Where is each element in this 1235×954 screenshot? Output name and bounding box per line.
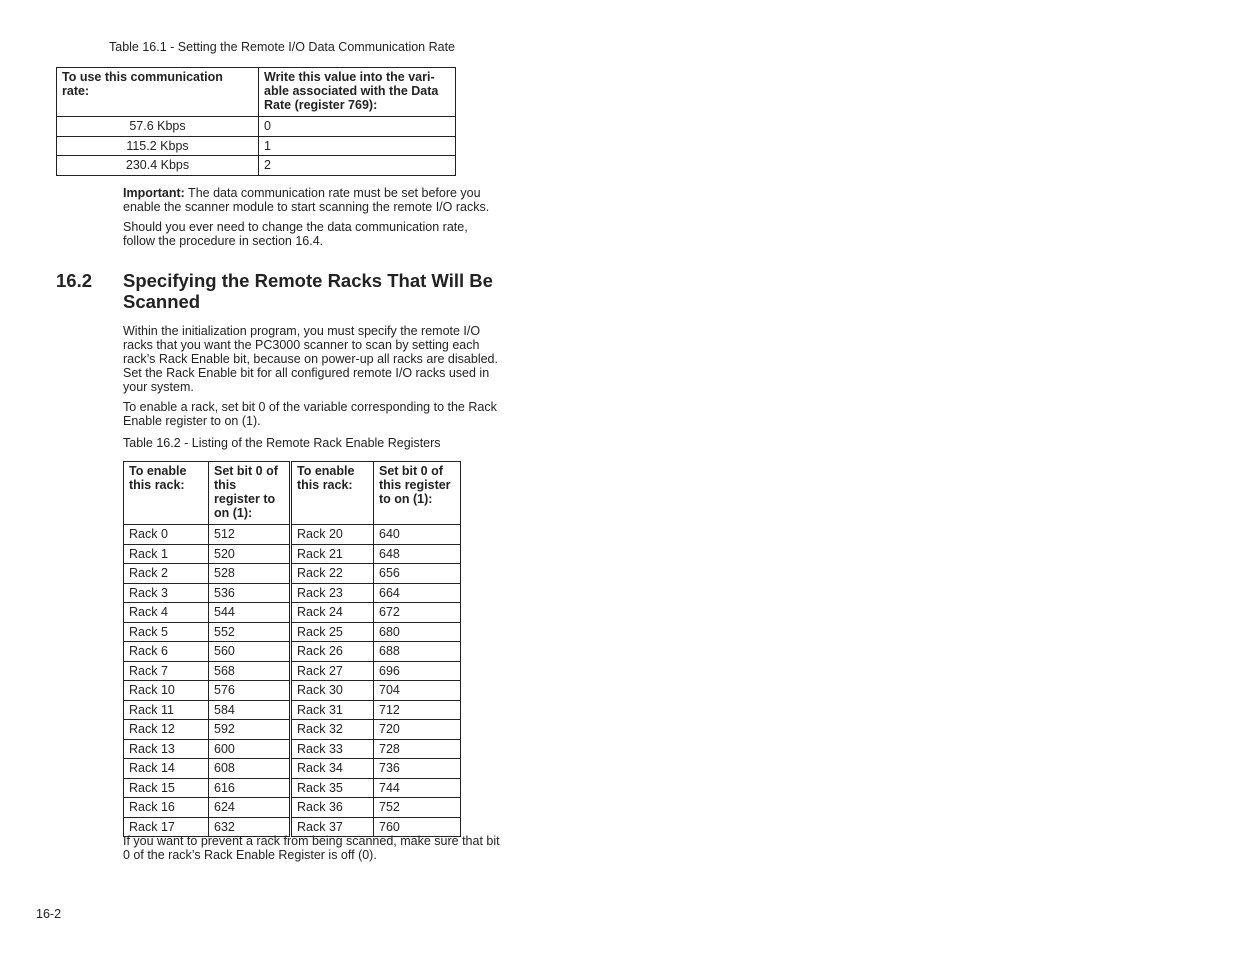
paragraph-prevent-scan: If you want to prevent a rack from being scanned, make sure that bit 0 of the rack’s Rack Enable Register is off (0). xyxy=(123,834,500,862)
table-2-header-cell: To enable this rack: xyxy=(291,462,374,525)
table-cell: Rack 27 xyxy=(291,661,374,681)
table-cell: 664 xyxy=(374,583,461,603)
table-1-header-row xyxy=(57,68,456,117)
table-cell: Rack 34 xyxy=(291,759,374,779)
table-cell: 600 xyxy=(209,739,291,759)
table-row xyxy=(124,681,461,701)
table-cell: Rack 3 xyxy=(124,583,209,603)
table-2 xyxy=(123,461,461,837)
table-cell: Rack 23 xyxy=(291,583,374,603)
table-cell: 736 xyxy=(374,759,461,779)
table-cell: 728 xyxy=(374,739,461,759)
table-cell: 512 xyxy=(209,525,291,545)
section-title: Specifying the Remote Racks That Will Be Scanned xyxy=(123,270,493,312)
table-cell: 688 xyxy=(374,642,461,662)
table-cell: Rack 24 xyxy=(291,603,374,623)
table-row xyxy=(124,720,461,740)
table-cell: Rack 1 xyxy=(124,544,209,564)
table-2-caption: Table 16.2 - Listing of the Remote Rack Enable Registers xyxy=(123,436,441,450)
table-cell: Rack 6 xyxy=(124,642,209,662)
table-cell: 576 xyxy=(209,681,291,701)
table-cell: Rack 7 xyxy=(124,661,209,681)
table-cell: 544 xyxy=(209,603,291,623)
table-cell: 0 xyxy=(259,117,456,137)
table-cell: Rack 21 xyxy=(291,544,374,564)
paragraph-enable-rack: To enable a rack, set bit 0 of the variable corresponding to the Rack Enable register to on (1). xyxy=(123,400,497,428)
table-row xyxy=(124,661,461,681)
table-row xyxy=(124,564,461,584)
table-cell: 760 xyxy=(374,817,461,837)
table-cell: Rack 5 xyxy=(124,622,209,642)
table-cell: 624 xyxy=(209,798,291,818)
table-cell: 560 xyxy=(209,642,291,662)
table-row xyxy=(57,117,456,137)
table-row xyxy=(124,583,461,603)
table-1-header-cell: Write this value into the vari-able associated with the Data Rate (register 769): xyxy=(259,68,456,117)
table-row xyxy=(124,700,461,720)
table-cell: Rack 10 xyxy=(124,681,209,701)
table-cell: Rack 0 xyxy=(124,525,209,545)
table-2-header-cell: To enable this rack: xyxy=(124,462,209,525)
table-1 xyxy=(56,67,456,176)
table-cell: 720 xyxy=(374,720,461,740)
table-row xyxy=(124,642,461,662)
table-cell: 592 xyxy=(209,720,291,740)
table-cell: 536 xyxy=(209,583,291,603)
table-1-caption: Table 16.1 - Setting the Remote I/O Data Communication Rate xyxy=(109,40,456,54)
table-cell: Rack 33 xyxy=(291,739,374,759)
table-cell: 2 xyxy=(259,156,456,176)
table-cell: Rack 30 xyxy=(291,681,374,701)
table-cell: 616 xyxy=(209,778,291,798)
table-cell: 640 xyxy=(374,525,461,545)
table-cell: 552 xyxy=(209,622,291,642)
paragraph-change-rate: Should you ever need to change the data communication rate, follow the procedure in section 16.4. xyxy=(123,220,468,248)
table-cell: Rack 31 xyxy=(291,700,374,720)
table-cell: 115.2 Kbps xyxy=(57,136,259,156)
table-cell: 656 xyxy=(374,564,461,584)
table-2-header-cell: Set bit 0 of this register to on (1): xyxy=(209,462,291,525)
table-cell: Rack 12 xyxy=(124,720,209,740)
table-cell: Rack 25 xyxy=(291,622,374,642)
table-cell: 568 xyxy=(209,661,291,681)
table-cell: Rack 32 xyxy=(291,720,374,740)
table-cell: Rack 26 xyxy=(291,642,374,662)
table-row xyxy=(124,544,461,564)
table-cell: 704 xyxy=(374,681,461,701)
table-cell: 752 xyxy=(374,798,461,818)
important-text: The data communication rate must be set before you enable the scanner module to start scanning the remote I/O racks. xyxy=(123,186,490,214)
important-note xyxy=(123,186,503,214)
table-row xyxy=(124,603,461,623)
important-label: Important: xyxy=(123,186,185,200)
table-cell: 57.6 Kbps xyxy=(57,117,259,137)
table-cell: Rack 14 xyxy=(124,759,209,779)
table-cell: Rack 36 xyxy=(291,798,374,818)
table-cell: Rack 20 xyxy=(291,525,374,545)
table-row xyxy=(124,778,461,798)
table-row xyxy=(57,156,456,176)
table-cell: Rack 13 xyxy=(124,739,209,759)
table-cell: Rack 22 xyxy=(291,564,374,584)
table-cell: 712 xyxy=(374,700,461,720)
table-row xyxy=(124,622,461,642)
table-2-header-row xyxy=(124,462,461,525)
table-cell: 528 xyxy=(209,564,291,584)
table-1-header-cell: To use this communication rate: xyxy=(57,68,259,117)
table-cell: Rack 16 xyxy=(124,798,209,818)
table-cell: Rack 2 xyxy=(124,564,209,584)
table-cell: 672 xyxy=(374,603,461,623)
table-cell: 648 xyxy=(374,544,461,564)
table-cell: 230.4 Kbps xyxy=(57,156,259,176)
table-cell: Rack 17 xyxy=(124,817,209,837)
table-cell: 680 xyxy=(374,622,461,642)
table-cell: Rack 35 xyxy=(291,778,374,798)
paragraph-initialization: Within the initialization program, you must specify the remote I/O racks that you want the PC3000 scanner to scan by setting each rack’s Rack Enable bit, because on power-up all racks are disabled. Set the Rack Enable bit for all configured remote I/O racks used in your system. xyxy=(123,324,498,394)
table-cell: 1 xyxy=(259,136,456,156)
table-cell: Rack 4 xyxy=(124,603,209,623)
table-row xyxy=(124,739,461,759)
section-number: 16.2 xyxy=(56,270,93,291)
table-cell: Rack 37 xyxy=(291,817,374,837)
table-cell: 584 xyxy=(209,700,291,720)
table-cell: Rack 15 xyxy=(124,778,209,798)
table-row xyxy=(124,798,461,818)
table-cell: Rack 11 xyxy=(124,700,209,720)
table-cell: 608 xyxy=(209,759,291,779)
table-row xyxy=(124,759,461,779)
page-number: 16-2 xyxy=(36,907,62,921)
table-cell: 520 xyxy=(209,544,291,564)
table-cell: 632 xyxy=(209,817,291,837)
table-2-header-cell: Set bit 0 of this register to on (1): xyxy=(374,462,461,525)
table-row xyxy=(124,525,461,545)
table-row xyxy=(57,136,456,156)
table-cell: 696 xyxy=(374,661,461,681)
table-cell: 744 xyxy=(374,778,461,798)
